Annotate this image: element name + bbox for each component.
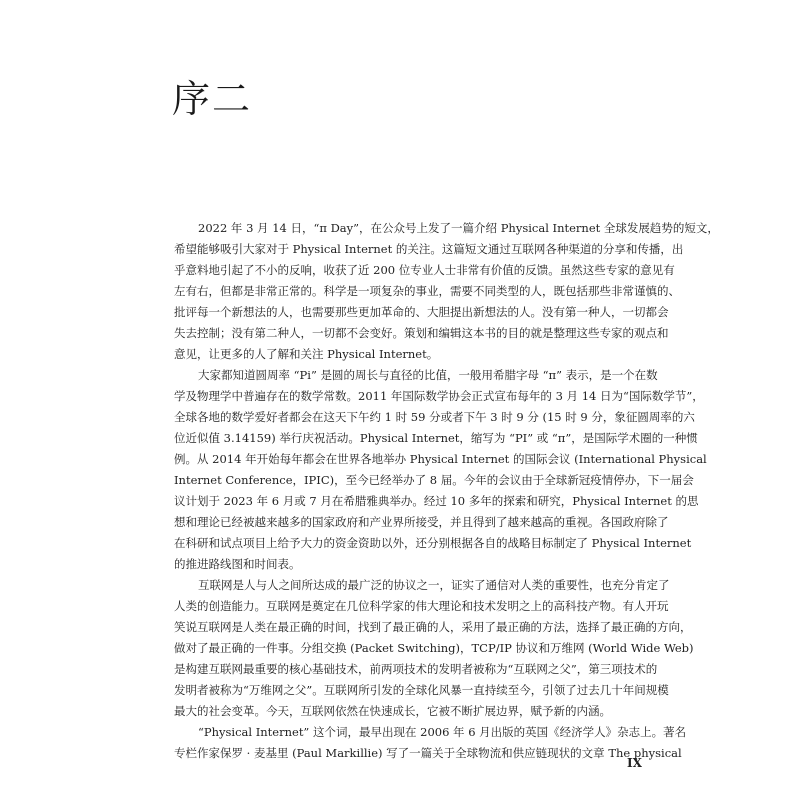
paragraph-3 [174, 575, 694, 722]
text-line: 失去控制；没有第二种人，一切都不会变好。策划和编辑这本书的目的就是整理这些专家的观点和 [174, 326, 669, 340]
text-line: 学及物理学中普遍存在的数学常数。2011 年国际数学协会正式宣布每年的 3 月 14 日为“国际数学节”， [174, 389, 704, 403]
text-line: 发明者被称为“万维网之父”。互联网所引发的全球化风暴一直持续至今，引领了过去几十年间规模 [174, 683, 669, 697]
text-line: 互联网是人与人之间所达成的最广泛的协议之一，证实了通信对人类的重要性，也充分肯定了 [198, 578, 670, 592]
text-line: 在科研和试点项目上给予大力的资金资助以外，还分别根据各自的战略目标制定了 Physical Internet [174, 536, 692, 550]
text-line: 是构建互联网最重要的核心基础技术，前两项技术的发明者被称为“互联网之父”，第三项技术的 [174, 662, 658, 676]
text-line: 2022 年 3 月 14 日，“π Day”，在公众号上发了一篇介绍 Physical Internet 全球发展趋势的短文， [198, 221, 719, 235]
text-line: 做对了最正确的一件事。分组交换 (Packet Switching)，TCP/IP 协议和万维网 (World Wide Web) [174, 641, 694, 655]
text-line: 笑说互联网是人类在最正确的时间，找到了最正确的人，采用了最正确的方法，选择了最正确的方向， [174, 620, 692, 634]
text-line: 的推进路线图和时间表。 [174, 557, 301, 571]
paragraph-4 [174, 722, 687, 764]
page-title: 序二 [172, 77, 253, 121]
text-line: 最大的社会变革。今天，互联网依然在快速成长，它被不断扩展边界，赋予新的内涵。 [174, 704, 611, 718]
text-line: 人类的创造能力。互联网是奠定在几位科学家的伟大理论和技术发明之上的高科技产物。有人开玩 [174, 599, 669, 613]
text-line: 批评每一个新想法的人，也需要那些更加革命的、大胆提出新想法的人。没有第一种人，一切都会 [174, 305, 669, 319]
page-number: IX [627, 756, 642, 770]
text-line: Internet Conference，IPIC)，至今已经举办了 8 届。今年的会议由于全球新冠疫情停办，下一届会 [174, 473, 694, 487]
text-line: 全球各地的数学爱好者都会在这天下午约 1 时 59 分或者下午 3 时 9 分 (15 时 9 分，象征圆周率的六 [174, 410, 695, 424]
text-line: 议计划于 2023 年 6 月或 7 月在希腊雅典举办。经过 10 多年的探索和研究，Physical Internet 的思 [174, 494, 699, 508]
text-line: 专栏作家保罗 · 麦基里 (Paul Markillie) 写了一篇关于全球物流和供应链现状的文章 The physical [174, 746, 682, 760]
text-line: 希望能够吸引大家对于 Physical Internet 的关注。这篇短文通过互联网各种渠道的分享和传播，出 [174, 242, 684, 256]
text-line: “Physical Internet” 这个词，最早出现在 2006 年 6 月出版的英国《经济学人》杂志上。著名 [198, 725, 687, 739]
text-line: 乎意料地引起了不小的反响，收获了近 200 位专业人士非常有价值的反馈。虽然这些专家的意见有 [174, 263, 675, 277]
text-line: 位近似值 3.14159) 举行庆祝活动。Physical Internet，缩写为 “PI” 或 “π”，是国际学术圈的一种惯 [174, 431, 698, 445]
text-line: 大家都知道圆周率 “Pi” 是圆的周长与直径的比值，一般用希腊字母 “π” 表示，是一个在数 [198, 368, 658, 382]
paragraph-2 [174, 365, 707, 575]
text-line: 左有右，但都是非常正常的。科学是一项复杂的事业，需要不同类型的人，既包括那些非常谨慎的、 [174, 284, 680, 298]
paragraph-1 [174, 218, 719, 365]
text-line: 意见，让更多的人了解和关注 Physical Internet。 [174, 347, 439, 361]
text-line: 想和理论已经被越来越多的国家政府和产业界所接受，并且得到了越来越高的重视。各国政府除了 [174, 515, 669, 529]
body-text [174, 218, 719, 764]
text-line: 例。从 2014 年开始每年都会在世界各地举办 Physical Internet 的国际会议 (International Physical [174, 452, 707, 466]
